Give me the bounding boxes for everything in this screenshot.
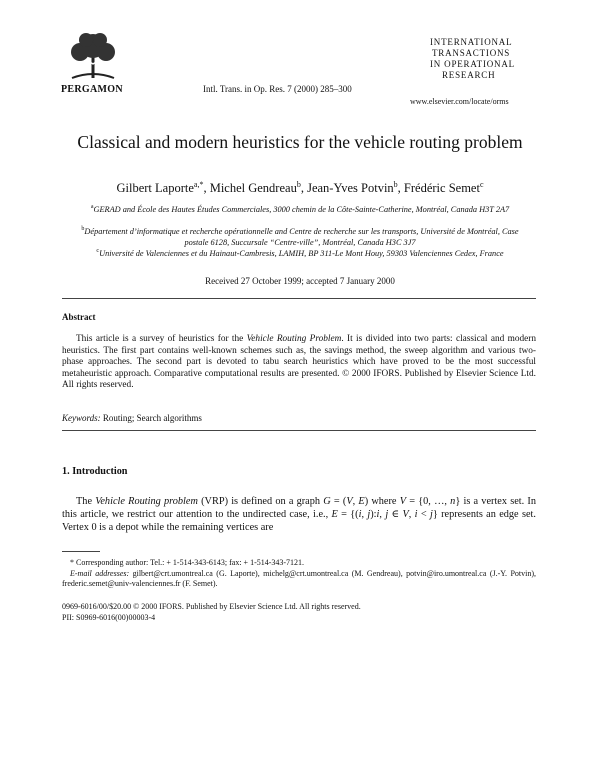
math-symbol: V	[346, 496, 353, 507]
intro-text: = (	[330, 496, 347, 507]
affiliation-text: GERAD and École des Hautes Études Commerciales, 3000 chemin de la Côte-Sainte-Catherine, Montréal, Canada H3T 2A7	[93, 204, 510, 214]
copyright-line: 0969-6016/00/$20.00 © 2000 IFORS. Published by Elsevier Science Ltd. All rights reserved.	[62, 602, 361, 611]
author-affiliation-mark: b	[393, 180, 398, 189]
author-name: Frédéric Semet	[403, 181, 480, 196]
math-symbol: i	[376, 509, 380, 520]
math-symbol: E	[358, 496, 365, 507]
email-label: E-mail addresses:	[70, 568, 130, 578]
intro-text: } represents an edge set. Vertex 0 is a depot while the remaining vertices are	[62, 509, 536, 533]
author-affiliation-mark: a,*	[193, 180, 204, 189]
journal-name-line: INTERNATIONAL	[430, 37, 513, 47]
intro-text: ,	[408, 509, 415, 520]
journal-name-line: RESEARCH	[442, 70, 496, 80]
intro-paragraph	[62, 495, 536, 534]
math-symbol: j	[429, 509, 433, 520]
journal-url-link[interactable]: www.elsevier.com/locate/orms	[410, 97, 509, 106]
intro-text: ) where	[364, 496, 400, 507]
pergamon-logo-icon	[62, 30, 124, 82]
keywords-list: Routing; Search algorithms	[102, 413, 202, 423]
affiliation-text: Département d’informatique et recherche opérationnelle and Centre de recherche sur les transports, Université de Montréal, Case postale 6128, Succursale “Centre-ville”, Montréal, Canada H3C 3J7	[84, 226, 519, 247]
author-name: Gilbert Laporte	[116, 181, 194, 196]
abstract-emphasis: Vehicle Routing Problem	[246, 334, 342, 344]
intro-text: ,	[352, 496, 359, 507]
section-heading: 1. Introduction	[62, 466, 128, 477]
affiliation-text: Université de Valenciennes et du Hainaut-Cambresis, LAMIH, BP 311-Le Mont Houy, 59303 Valenciennes Cedex, France	[99, 248, 504, 258]
intro-text: = {0, …,	[406, 496, 451, 507]
copyright-block	[62, 601, 361, 623]
author-separator: ,	[397, 181, 404, 196]
author-affiliation-mark: b	[296, 180, 301, 189]
abstract-heading: Abstract	[62, 312, 96, 322]
footnote-emails	[62, 569, 536, 590]
journal-name-line: TRANSACTIONS	[432, 48, 511, 58]
affiliation	[70, 246, 530, 259]
journal-name-line: IN OPERATIONAL	[430, 59, 515, 69]
publisher-name: PERGAMON	[61, 84, 123, 95]
author-name: Michel Gendreau	[209, 181, 297, 196]
author-separator: ,	[300, 181, 308, 196]
intro-text: The	[76, 496, 96, 507]
affiliation-mark: b	[81, 226, 85, 232]
author-affiliation-mark: c	[479, 180, 484, 189]
math-symbol: j	[367, 509, 371, 520]
math-symbol: i	[358, 509, 362, 520]
footnote-corresponding: * Corresponding author: Tel.: + 1-514-343-6143; fax: + 1-514-343-7121.	[70, 558, 305, 567]
math-symbol: G	[323, 496, 331, 507]
intro-emphasis: Vehicle Routing problem	[95, 496, 198, 507]
footnote-divider	[62, 551, 100, 552]
divider	[62, 430, 536, 431]
intro-text: } is a vertex set. In this article, we restrict our attention to the undirected case, i.e.,	[62, 496, 537, 520]
pii-line: PII: S0969-6016(00)00003-4	[62, 613, 156, 622]
intro-text: ):	[370, 509, 377, 520]
intro-text: <	[417, 509, 430, 520]
affiliation-mark: c	[96, 248, 100, 254]
abstract-part: This article is a survey of heuristics for the	[76, 334, 247, 344]
paper-title: Classical and modern heuristics for the vehicle routing problem	[77, 132, 523, 152]
math-symbol: j	[385, 509, 389, 520]
intro-text: ,	[361, 509, 368, 520]
email-addresses: gilbert@crt.umontreal.ca (G. Laporte), michelg@crt.umontreal.ca (M. Gendreau), potvin@iro.umontreal.ca (J.-Y. Potvin), frederic.semet@univ-valenciennes.fr (F. Semet).	[62, 568, 537, 588]
intro-text: ,	[379, 509, 386, 520]
author-list	[60, 180, 540, 196]
intro-text: ∈	[388, 509, 403, 520]
abstract-text	[62, 334, 536, 392]
abstract-part: . It is divided into two parts: classical and modern heuristics. The first part contains well-known schemes such as, the savings method, the sweep algorithm and various two-phase approaches. The second part is devoted to tabu search heuristics which have proved to be the most successful metaheuristic approach. Comparative computational results are presented. © 2000 IFORS. Published by Elsevier Science Ltd. All rights reserved.	[62, 334, 537, 390]
math-symbol: n	[450, 496, 456, 507]
math-symbol: i	[414, 509, 418, 520]
author-separator: ,	[203, 181, 210, 196]
affiliation-mark: a	[90, 204, 94, 210]
affiliation	[70, 202, 530, 215]
intro-text: = {(	[337, 509, 359, 520]
math-symbol: V	[402, 509, 409, 520]
author-name: Jean-Yves Potvin	[307, 181, 394, 196]
received-dates: Received 27 October 1999; accepted 7 January 2000	[205, 276, 395, 286]
keywords	[62, 413, 202, 423]
journal-name	[430, 37, 515, 81]
math-symbol: E	[331, 509, 338, 520]
divider	[62, 298, 536, 299]
math-symbol: V	[399, 496, 406, 507]
journal-reference: Intl. Trans. in Op. Res. 7 (2000) 285–300	[203, 84, 352, 94]
keywords-label: Keywords:	[62, 413, 101, 423]
footnotes	[62, 558, 536, 590]
intro-text: (VRP) is defined on a graph	[197, 496, 324, 507]
affiliation	[70, 224, 530, 248]
